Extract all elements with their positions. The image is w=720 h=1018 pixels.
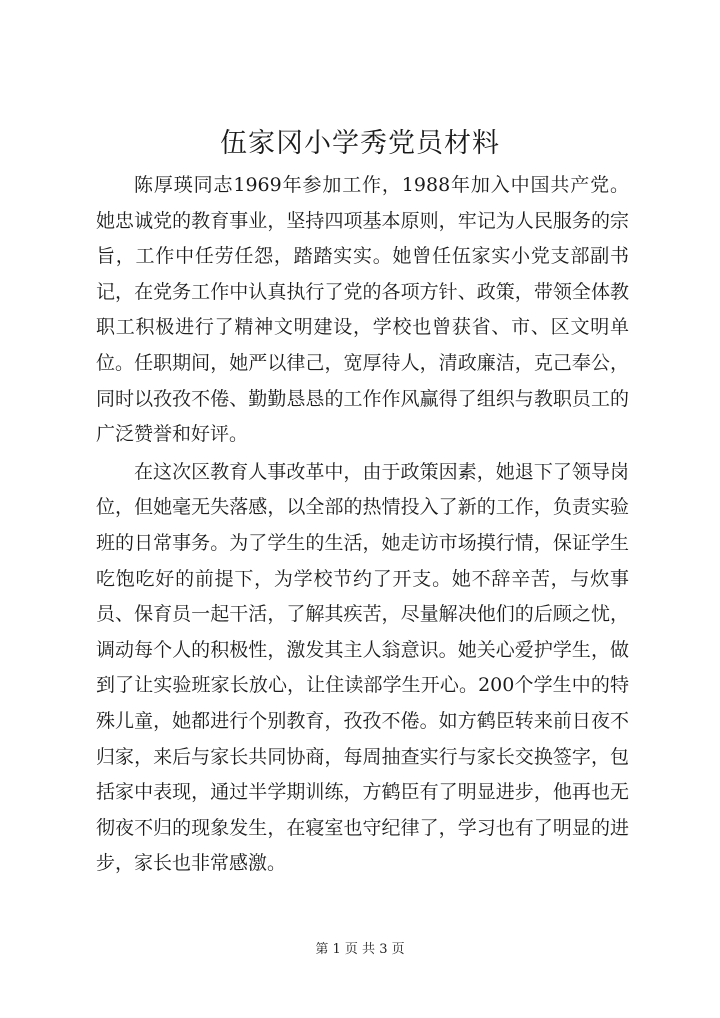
- page-footer: 第 1 页 共 3 页: [315, 942, 405, 957]
- paragraph-2: 在这次区教育人事改革中，由于政策因素，她退下了领导岗位，但她毫无失落感，以全部的热情投入了新的工作，负责实验班的日常事务。为了学生的生活，她走访市场摸行情，保证学生吃饱吃好的前提下，为学校节约了开支。她不辞辛苦，与炊事员、保育员一起干活，了解其疾苦，尽量解决他们的后顾之忧，调动每个人的积极性，激发其主人翁意识。她关心爱护学生，做到了让实验班家长放心，让住读部学生开心。200个学生中的特殊儿童，她都进行个别教育，孜孜不倦。如方鹤臣转来前日夜不归家，来后与家长共同协商，每周抽查实行与家长交换签字，包括家中表现，通过半学期训练，方鹤臣有了明显进步，他再也无彻夜不归的现象发生，在寝室也守纪律了，学习也有了明显的进步，家长也非常感激。: [96, 460, 629, 875]
- document-body: [96, 168, 629, 882]
- document-title: 伍家冈小学秀党员材料: [220, 128, 500, 159]
- paragraph-1: 陈厚瑛同志1969年参加工作，1988年加入中国共产党。她忠诚党的教育事业，坚持四项基本原则，牢记为人民服务的宗旨，工作中任劳任怨，踏踏实实。她曾任伍家实小党支部副书记，在党务工作中认真执行了党的各项方针、政策，带领全体教职工积极进行了精神文明建设，学校也曾获省、市、区文明单位。任职期间，她严以律己，宽厚待人，清政廉洁，克己奉公，同时以孜孜不倦、勤勤恳恳的工作作风赢得了组织与教职员工的广泛赞誉和好评。: [96, 174, 629, 446]
